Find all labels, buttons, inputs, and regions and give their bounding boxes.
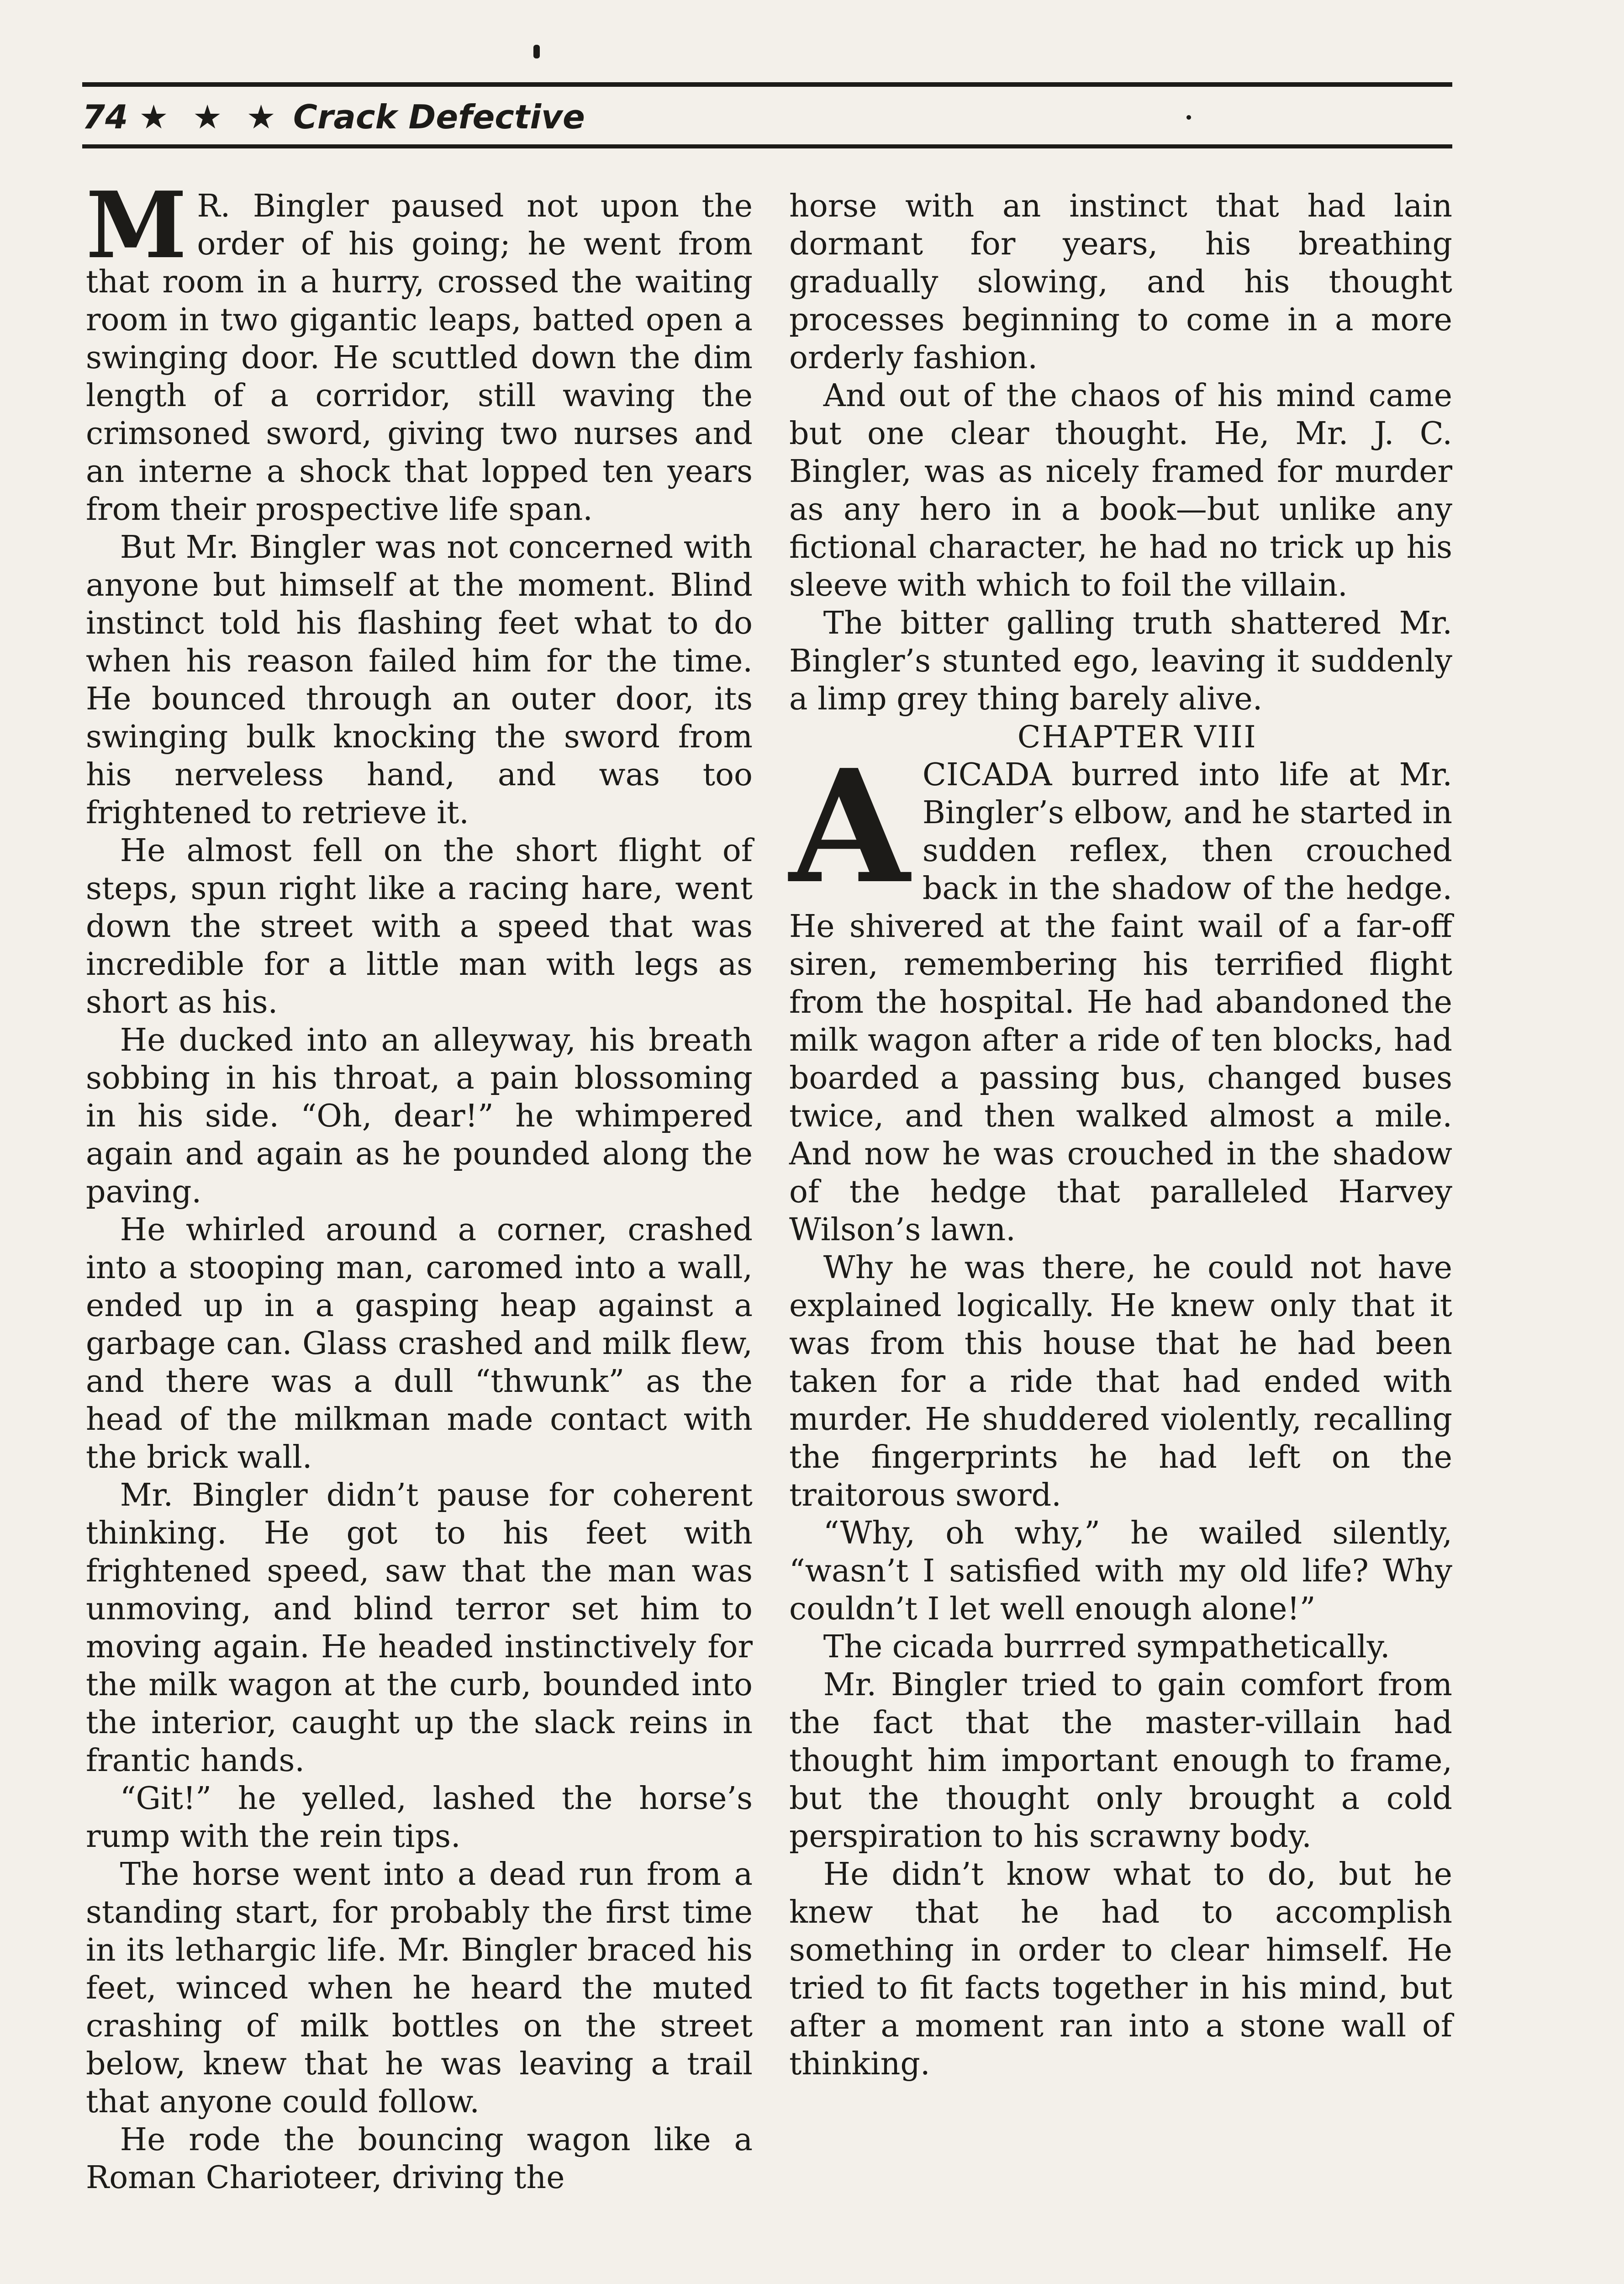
header-rule-top: [82, 82, 1452, 87]
running-header: [82, 94, 585, 140]
left-column: [86, 172, 753, 2197]
paragraph: M R. Bingler paused not upon the order of his going; he went from that room in a hurry, crossed the waiting room in two gigantic leaps, batted open a swinging door. He scuttled down the dim length of a corridor, still waving the crimsoned sword, giving two nurses and an interne a shock that lopped ten years from their prospective life span.: [86, 172, 753, 528]
paragraph: He rode the bouncing wagon like a Roman Charioteer, driving the: [86, 2122, 753, 2196]
magazine-title: Crack Defective: [293, 98, 585, 136]
paragraph: horse with an instinct that had lain dormant for years, his breathing gradually slowing, and his thought processes beginning to come in a more orderly fashion.: [789, 188, 1452, 376]
ink-speck: [1186, 115, 1191, 120]
paragraph: He almost fell on the short flight of steps, spun right like a racing hare, went down the street with a speed that was incredible for a little man with legs as short as his.: [86, 833, 753, 1020]
paragraph: Why he was there, he could not have explained logically. He knew only that it was from this house that he had been taken for a ride that had ended with murder. He shuddered violently, recalling the fingerprints he had left on the traitorous sword.: [789, 1250, 1452, 1513]
paragraph: The horse went into a dead run from a standing start, for probably the first time in its lethargic life. Mr. Bingler braced his feet, winced when he heard the muted crashing of milk bottles on the street below, knew that he was leaving a trail that anyone could follow.: [86, 1856, 753, 2120]
paragraph: Mr. Bingler tried to gain comfort from the fact that the master-villain had thought him important enough to frame, but the thought only brought a cold perspiration to his scrawny body.: [789, 1667, 1452, 1855]
drop-cap-a: A: [789, 736, 910, 918]
drop-cap-m: M: [86, 172, 187, 279]
ink-mark: [533, 45, 540, 58]
paragraph: The cicada burrred sympathetically.: [823, 1629, 1390, 1665]
paragraph: He ducked into an alleyway, his breath sobbing in his throat, a pain blossoming in his side. “Oh, dear!” he whimpered again and again as he pounded along the paving.: [86, 1022, 753, 1210]
paragraph: And out of the chaos of his mind came but one clear thought. He, Mr. J. C. Bingler, was as nicely framed for murder as any hero in a book—but unlike any fictional character, he had no trick up his sleeve with which to foil the villain.: [789, 378, 1452, 603]
star-icons: ★ ★ ★: [139, 98, 282, 136]
chapter-heading: CHAPTER VIII: [1017, 719, 1257, 755]
header-rule-bottom: [82, 144, 1452, 148]
paragraph: But Mr. Bingler was not concerned with anyone but himself at the moment. Blind instinct told his flashing feet what to do when his reason failed him for the time. He bounced through an outer door, its swinging bulk knocking the sword from his nerveless hand, and was too frightened to retrieve it.: [86, 529, 753, 831]
paragraph: He whirled around a corner, crashed into a stooping man, caromed into a wall, ended up in a gasping heap against a garbage can. Glass crashed and milk flew, and there was a dull “thwunk” as the head of the milkman made contact with the brick wall.: [86, 1212, 753, 1475]
paragraph: The bitter galling truth shattered Mr. Bingler’s stunted ego, leaving it suddenly a limp grey thing barely alive.: [789, 605, 1452, 717]
page-number: 74: [82, 98, 128, 136]
right-column: [789, 187, 1452, 2083]
paragraph: “Why, oh why,” he wailed silently, “wasn’t I satisfied with my old life? Why couldn’t I let well enough alone!”: [789, 1515, 1452, 1627]
paragraph: Mr. Bingler didn’t pause for coherent thinking. He got to his feet with frightened speed, saw that the man was unmoving, and blind terror set him to moving again. He headed instinctively for the milk wagon at the curb, bounded into the interior, caught up the slack reins in frantic hands.: [86, 1477, 753, 1779]
paragraph: He didn’t know what to do, but he knew that he had to accomplish something in order to clear himself. He tried to fit facts together in his mind, but after a moment ran into a stone wall of thinking.: [789, 1856, 1452, 2082]
paragraph: ACICADA burred into life at Mr. Bingler’s elbow, and he started in sudden reflex, then crouched back in the shadow of the hedge. He shivered at the faint wail of a far-off siren, remembering his terrified flight from the hospital. He had abandoned the milk wagon after a ride of ten blocks, had boarded a passing bus, changed buses twice, and then walked almost a mile. And now he was crouched in the shadow of the hedge that paralleled Harvey Wilson’s lawn.: [789, 736, 1452, 1248]
paragraph: “Git!” he yelled, lashed the horse’s rump with the rein tips.: [86, 1781, 753, 1855]
